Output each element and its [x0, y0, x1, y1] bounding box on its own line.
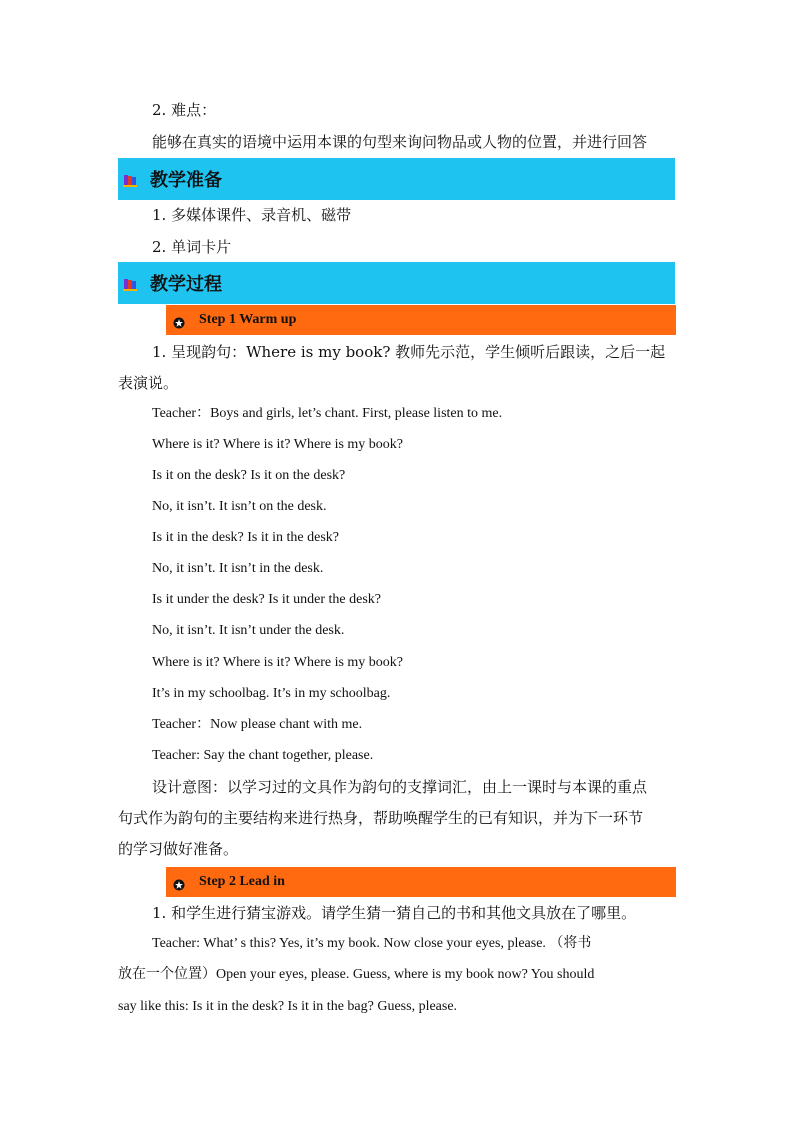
- book-stack-icon: [123, 172, 137, 186]
- prep-heading-bar: [118, 158, 675, 200]
- difficulty-number: 2. 难点：: [152, 101, 217, 119]
- prep-item-1: 1. 多媒体课件、录音机、磁带: [152, 206, 352, 224]
- chant-line: It’s in my schoolbag. It’s in my schoolbag.: [152, 686, 391, 701]
- step2-item1: 1. 和学生进行猜宝游戏。请学生猜一猜自己的书和其他文具放在了哪里。: [152, 904, 637, 922]
- design-line: 设计意图：以学习过的文具作为韵句的支撑词汇，由上一课时与本课的重点: [152, 778, 648, 796]
- chant-line: Teacher：Now please chant with me.: [152, 717, 363, 732]
- chant-line: Is it on the desk? Is it on the desk?: [152, 468, 346, 483]
- step1-title: Step 1 Warm up: [199, 312, 297, 327]
- chant-line: Teacher: Say the chant together, please.: [152, 748, 374, 763]
- step2-para-line: say like this: Is it in the desk? Is it in the bag? Guess, please.: [118, 999, 458, 1014]
- step1-intro-line1: 1. 呈现韵句：Where is my book? 教师先示范，学生倾听后跟读，之后一起: [152, 343, 666, 361]
- process-heading: 教学过程: [150, 274, 222, 295]
- design-line: 句式作为韵句的主要结构来进行热身，帮助唤醒学生的已有知识，并为下一环节: [118, 809, 644, 827]
- book-stack-icon: [123, 276, 137, 290]
- step2-para-line: 放在一个位置）Open your eyes, please. Guess, where is my book now? You should: [118, 967, 595, 982]
- chant-line: Teacher：Boys and girls, let’s chant. First, please listen to me.: [152, 406, 503, 421]
- star-circle-icon: [173, 876, 185, 888]
- design-line: 的学习做好准备。: [118, 840, 239, 858]
- step1-bar: [166, 305, 676, 335]
- prep-heading: 教学准备: [150, 170, 222, 191]
- chant-line: No, it isn’t. It isn’t on the desk.: [152, 499, 327, 514]
- difficulty-text: 能够在真实的语境中运用本课的句型来询问物品或人物的位置，并进行回答: [152, 133, 648, 151]
- step1-intro-line2: 表演说。: [118, 374, 179, 392]
- chant-line: Where is it? Where is it? Where is my book?: [152, 437, 404, 452]
- star-circle-icon: [173, 314, 185, 326]
- chant-line: No, it isn’t. It isn’t under the desk.: [152, 623, 345, 638]
- chant-line: Where is it? Where is it? Where is my book?: [152, 655, 404, 670]
- step2-para-line: Teacher: What’ s this? Yes, it’s my book. Now close your eyes, please. （将书: [152, 936, 592, 951]
- chant-line: Is it under the desk? Is it under the desk?: [152, 592, 381, 607]
- process-heading-bar: [118, 262, 675, 304]
- chant-line: Is it in the desk? Is it in the desk?: [152, 530, 340, 545]
- chant-line: No, it isn’t. It isn’t in the desk.: [152, 561, 324, 576]
- step2-bar: [166, 867, 676, 897]
- prep-item-2: 2. 单词卡片: [152, 238, 232, 256]
- step2-title: Step 2 Lead in: [199, 874, 285, 889]
